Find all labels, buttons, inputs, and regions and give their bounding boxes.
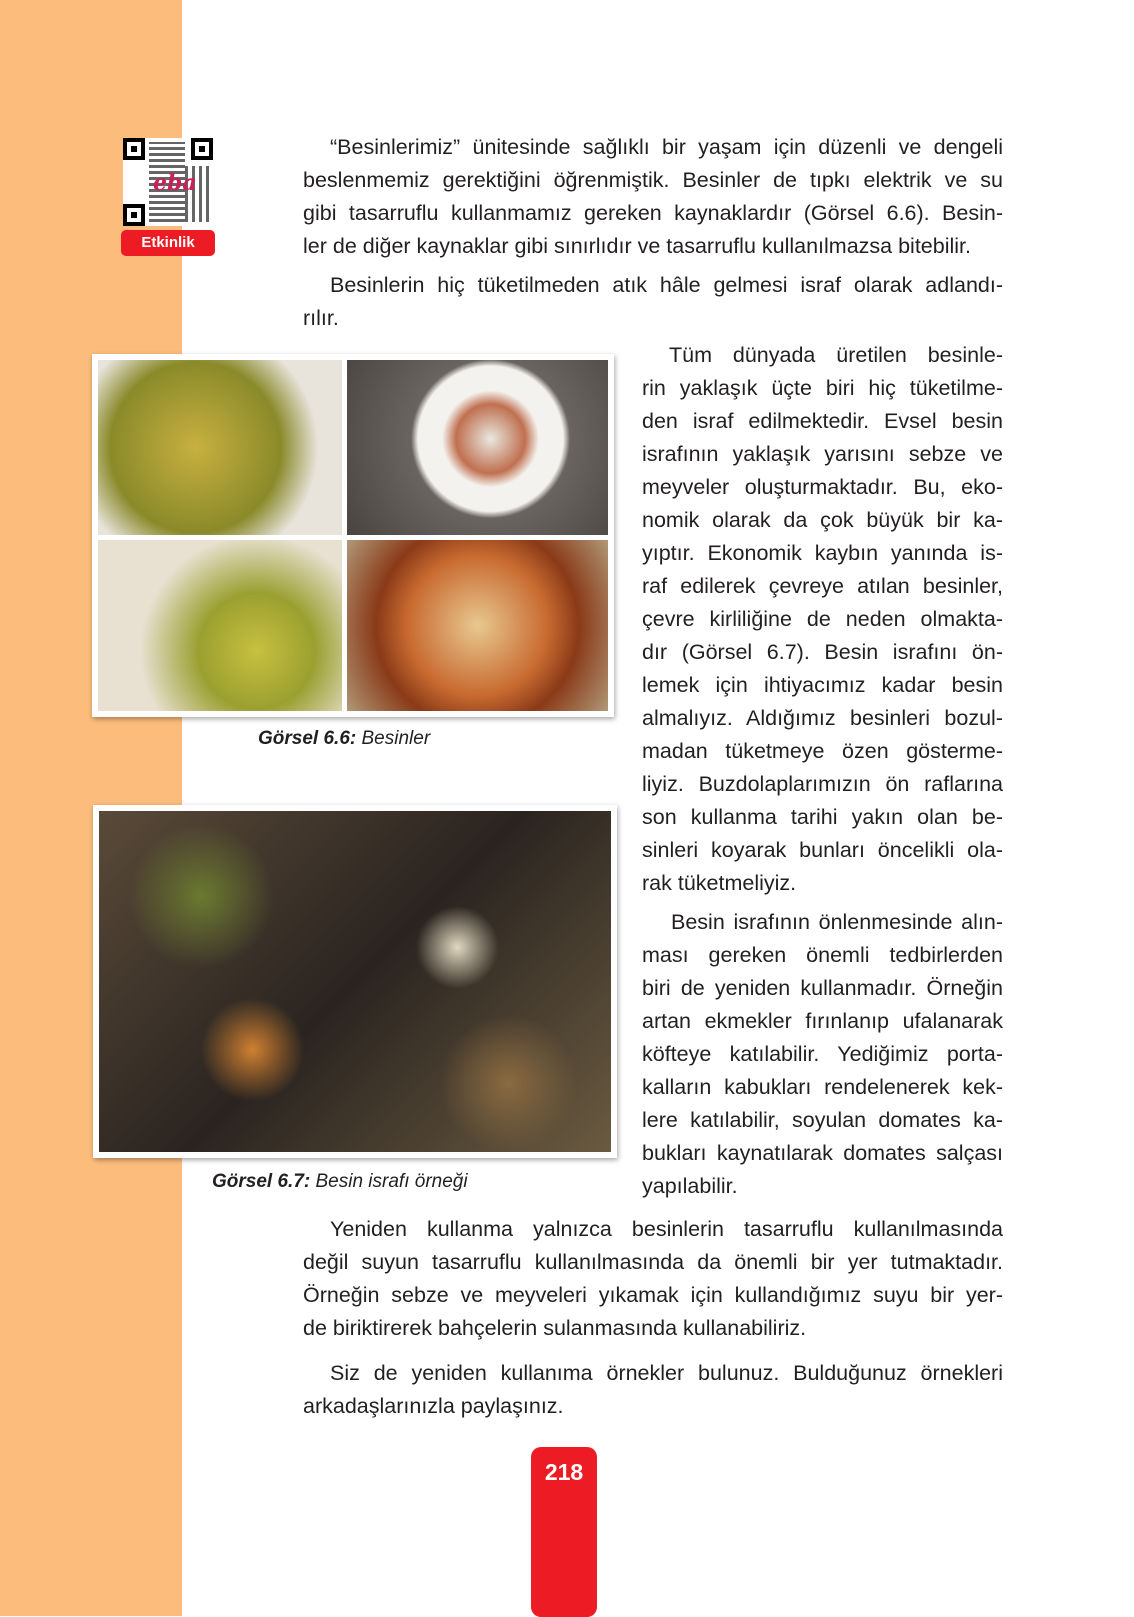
right-col-2-line: köfteye katılabilir. Yediğimiz porta- xyxy=(642,1042,1003,1066)
activity-line: Siz de yeniden kullanıma örnekler bulunuz. Bulduğunuz örnekleri xyxy=(330,1361,1003,1385)
right-col-2-line: biri de yeniden kullanmadır. Örneğin xyxy=(642,976,1003,1000)
photo-bean-stew xyxy=(347,540,608,711)
right-col-1-line: liyiz. Buzdolaplarımızın ön raflarına xyxy=(642,772,1003,796)
intro-line: “Besinlerimiz” ünitesinde sağlıklı bir yaşam için düzenli ve dengeli xyxy=(330,135,1003,159)
photo-stuffed-peppers xyxy=(98,540,342,711)
photo-pea-stew xyxy=(98,360,342,535)
right-col-1-line: raf edilerek çevreye atılan besinler, xyxy=(642,574,1003,598)
intro-line: gibi tasarruflu kullanmamız gereken kaynaklardır (Görsel 6.6). Besin- xyxy=(303,201,1003,225)
right-col-1-line: rak tüketmeliyiz. xyxy=(642,871,797,895)
right-col-1-line: çevre kirliliğine de neden olmakta- xyxy=(642,607,1003,631)
right-col-1-line: Tüm dünyada üretilen besinle- xyxy=(669,343,1003,367)
page-number: 218 xyxy=(531,1447,597,1617)
right-col-1-line: meyveler oluşturmaktadır. Bu, eko- xyxy=(642,475,1003,499)
right-col-2-line: kalların kabukları rendelenerek kek- xyxy=(642,1075,1003,1099)
reuse-line: Örneğin sebze ve meyveleri yıkamak için kullandığımız suyu bir yer- xyxy=(303,1283,1003,1307)
figure1-caption xyxy=(258,728,430,750)
right-col-1-line: dır (Görsel 6.7). Besin israfını ön- xyxy=(642,640,1003,664)
right-col-1-line: son kullanma tarihi yakın olan be- xyxy=(642,805,1003,829)
right-col-2-line: Besin israfının önlenmesinde alın- xyxy=(671,910,1003,934)
right-col-1-line: lemek için ihtiyacımız kadar besin xyxy=(642,673,1003,697)
right-col-2-line: ması gereken önemli tedbirlerden xyxy=(642,943,1003,967)
definition-line: Besinlerin hiç tüketilmeden atık hâle gelmesi israf olarak adlandı- xyxy=(330,273,1003,297)
figure1-caption-text: Besinler xyxy=(356,728,431,749)
photo-manti xyxy=(347,360,608,535)
photo-compost xyxy=(99,811,611,1152)
figure-food-waste xyxy=(93,805,617,1158)
right-col-1-line: israfının yaklaşık yarısını sebze ve xyxy=(642,442,1003,466)
activity-line: arkadaşlarınızla paylaşınız. xyxy=(303,1394,564,1418)
right-col-1-line: rin yaklaşık üçte biri hiç tüketilme- xyxy=(642,376,1003,400)
right-col-2-line: lere katılabilir, soyulan domates ka- xyxy=(642,1108,1003,1132)
eba-logo: eba xyxy=(153,170,197,196)
right-col-2-line: yapılabilir. xyxy=(642,1174,738,1198)
reuse-line: Yeniden kullanma yalnızca besinlerin tasarruflu kullanılmasında xyxy=(330,1217,1003,1241)
activity-badge[interactable]: Etkinlik xyxy=(121,230,215,256)
right-col-1-line: madan tüketmeye özen gösterme- xyxy=(642,739,1003,763)
intro-line: ler de diğer kaynaklar gibi sınırlıdır ve tasarruflu kullanılmazsa bitebilir. xyxy=(303,234,971,258)
figure2-caption xyxy=(212,1171,468,1193)
right-col-1-line: sinleri koyarak bunları öncelikli ola- xyxy=(642,838,1003,862)
right-col-2-line: bukları kaynatılarak domates salçası xyxy=(642,1141,1003,1165)
right-col-1-line: nomik olarak da çok büyük bir ka- xyxy=(642,508,1003,532)
qr-code[interactable] xyxy=(123,138,213,226)
right-col-1-line: den israf edilmektedir. Evsel besin xyxy=(642,409,1003,433)
figure2-caption-text: Besin israfı örneği xyxy=(310,1171,468,1192)
right-col-1-line: almalıyız. Aldığımız besinleri bozul- xyxy=(642,706,1003,730)
figure2-label: Görsel 6.7: xyxy=(212,1171,311,1192)
reuse-line: de biriktirerek bahçelerin sulanmasında kullanabiliriz. xyxy=(303,1316,807,1340)
reuse-line: değil suyun tasarruflu kullanılmasında da önemli bir yer tutmaktadır. xyxy=(303,1250,1003,1274)
definition-line: rılır. xyxy=(303,306,339,330)
figure-foods-collage xyxy=(92,354,614,717)
right-col-2-line: artan ekmekler fırınlanıp ufalanarak xyxy=(642,1009,1003,1033)
figure1-label: Görsel 6.6: xyxy=(258,728,357,749)
intro-line: beslenmemiz gerektiğini öğrenmiştik. Besinler de tıpkı elektrik ve su xyxy=(303,168,1003,192)
right-col-1-line: yıptır. Ekonomik kaybın yanında is- xyxy=(642,541,1003,565)
